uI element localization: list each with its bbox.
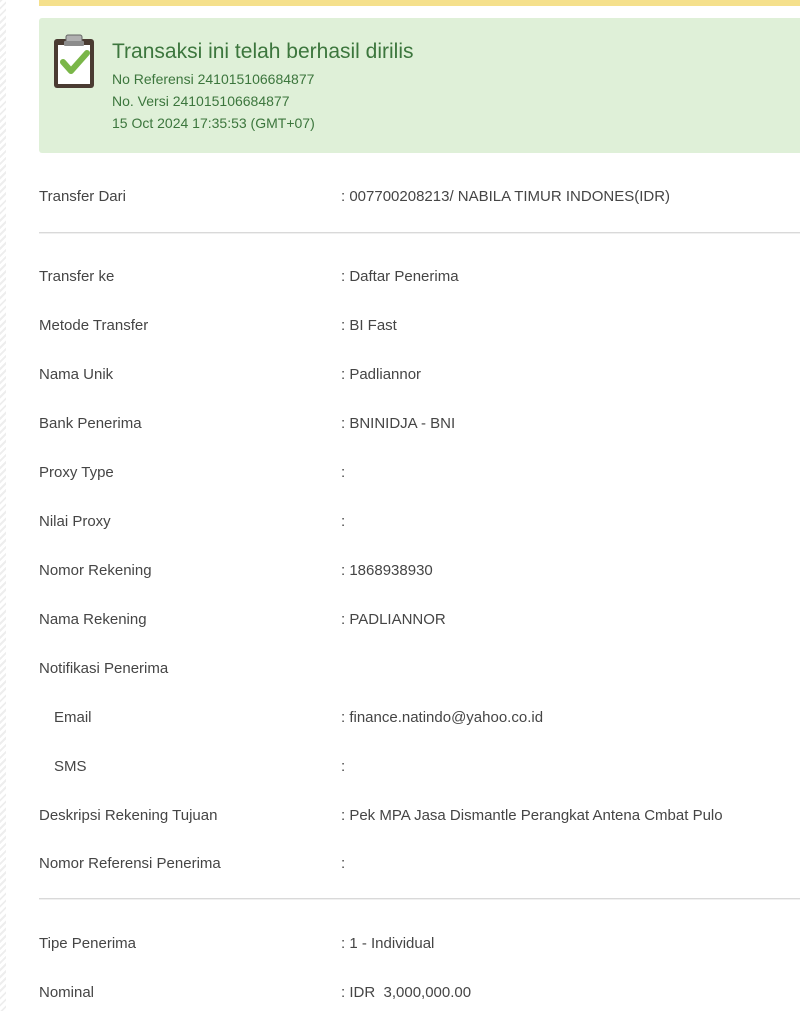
detail-label: Metode Transfer xyxy=(39,317,149,334)
detail-label: Nilai Proxy xyxy=(39,513,111,530)
detail-value: : PADLIANNOR xyxy=(341,611,446,628)
detail-label: Transfer Dari xyxy=(39,188,126,205)
detail-value: : xyxy=(341,513,346,530)
detail-row-deskripsi-rekening-tujuan xyxy=(0,804,800,828)
detail-value: : BNINIDJA - BNI xyxy=(341,415,456,432)
detail-value: : BI Fast xyxy=(341,317,397,334)
detail-row-nomor-rekening xyxy=(0,559,800,583)
detail-row-nomor-referensi-penerima xyxy=(0,852,800,876)
detail-row-bank-penerima xyxy=(0,412,800,436)
detail-value: : xyxy=(341,855,346,872)
detail-value: : xyxy=(341,464,346,481)
detail-value: : Daftar Penerima xyxy=(341,268,459,285)
detail-row-metode-transfer xyxy=(0,314,800,338)
detail-label: Email xyxy=(54,709,92,726)
section-divider xyxy=(39,898,800,899)
detail-label: Notifikasi Penerima xyxy=(39,660,169,677)
clipboard-check-icon xyxy=(52,32,96,90)
detail-row-proxy-type xyxy=(0,461,800,485)
top-accent-bar xyxy=(39,0,800,6)
detail-row-nilai-proxy xyxy=(0,510,800,534)
detail-label: Nominal xyxy=(39,984,95,1001)
detail-label: Tipe Penerima xyxy=(39,935,136,952)
detail-value: : 007700208213/ NABILA TIMUR INDONES(IDR) xyxy=(341,188,671,205)
detail-row-notifikasi-penerima xyxy=(0,657,800,681)
detail-label: Proxy Type xyxy=(39,464,114,481)
detail-label: Deskripsi Rekening Tujuan xyxy=(39,807,218,824)
detail-label: Nomor Rekening xyxy=(39,562,152,579)
detail-row-nominal xyxy=(0,981,800,1005)
detail-value: : Pek MPA Jasa Dismantle Perangkat Antena Cmbat Pulo xyxy=(341,807,723,824)
transaction-timestamp: 15 Oct 2024 17:35:53 (GMT+07) xyxy=(112,115,315,131)
success-title: Transaksi ini telah berhasil dirilis xyxy=(112,40,414,63)
detail-value: : 1 - Individual xyxy=(341,935,435,952)
section-divider xyxy=(39,232,800,233)
detail-row-transfer-dari xyxy=(0,185,800,209)
detail-row-sms xyxy=(0,755,800,779)
detail-value: : 1868938930 xyxy=(341,562,433,579)
detail-value: : IDR 3,000,000.00 xyxy=(341,984,472,1001)
detail-row-tipe-penerima xyxy=(0,932,800,956)
detail-row-email xyxy=(0,706,800,730)
detail-label: Nama Unik xyxy=(39,366,114,383)
detail-value: : xyxy=(341,758,346,775)
detail-row-nama-unik xyxy=(0,363,800,387)
detail-row-transfer-ke xyxy=(0,265,800,289)
detail-label: Transfer ke xyxy=(39,268,115,285)
detail-value: : finance.natindo@yahoo.co.id xyxy=(341,709,544,726)
version-number: No. Versi 241015106684877 xyxy=(112,93,290,109)
reference-number: No Referensi 241015106684877 xyxy=(112,71,315,87)
success-alert xyxy=(39,18,800,153)
detail-label: SMS xyxy=(54,758,87,775)
detail-label: Bank Penerima xyxy=(39,415,142,432)
detail-value: : Padliannor xyxy=(341,366,422,383)
detail-label: Nama Rekening xyxy=(39,611,147,628)
detail-label: Nomor Referensi Penerima xyxy=(39,855,221,872)
detail-row-nama-rekening xyxy=(0,608,800,632)
